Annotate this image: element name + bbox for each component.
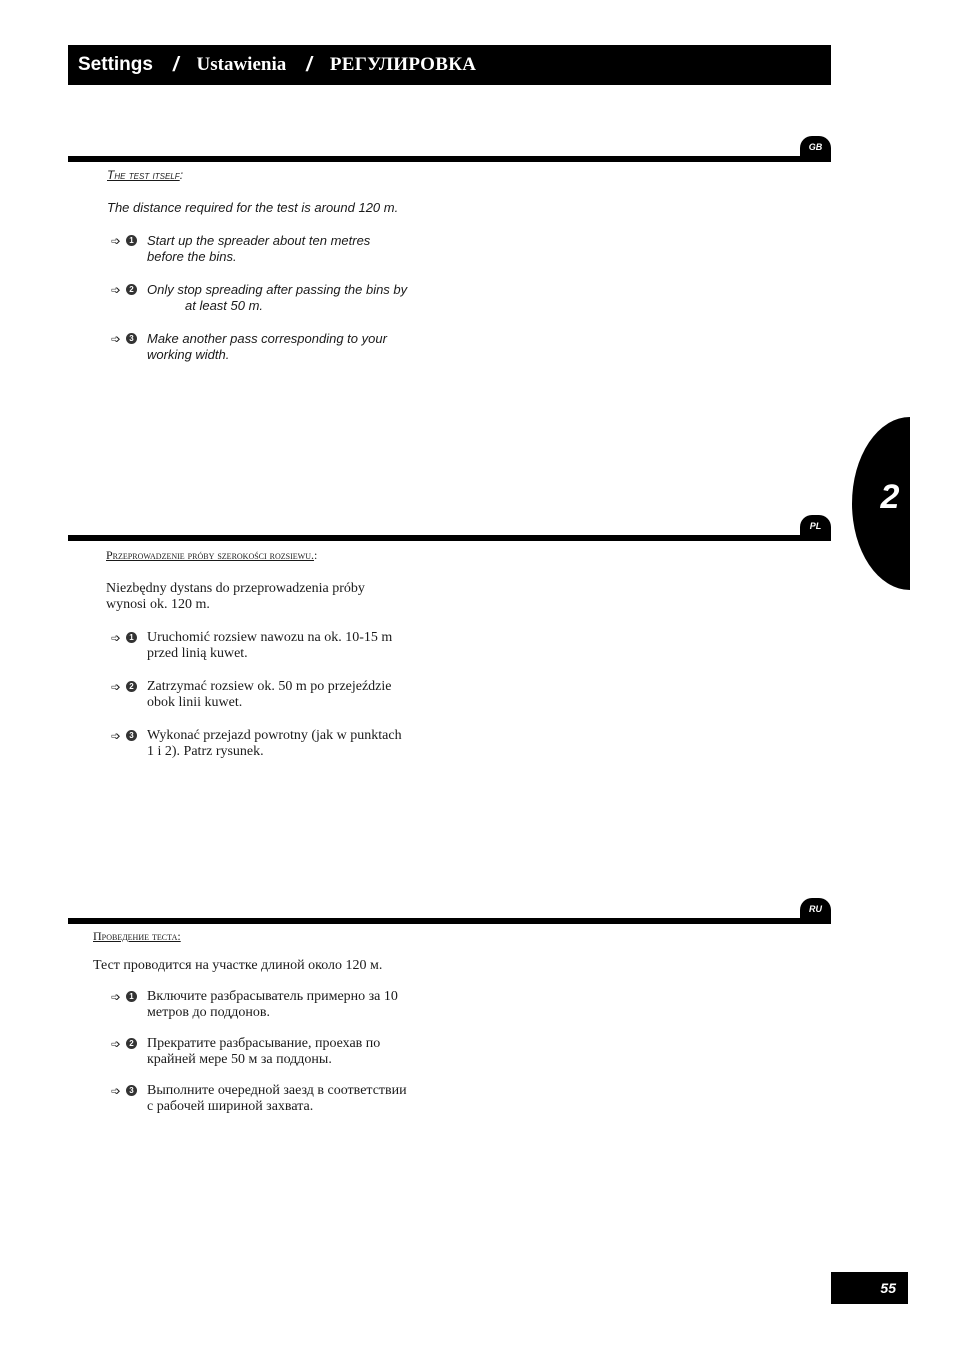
step-number-badge: 2 xyxy=(126,284,137,295)
step-text xyxy=(147,630,422,662)
language-badge-pl: PL xyxy=(800,515,831,537)
step-item xyxy=(111,1036,422,1068)
step-line: before the bins. xyxy=(147,249,237,264)
step-line: крайней мере 50 м за поддоны. xyxy=(147,1052,332,1067)
section-title-ru: Проведение теста: xyxy=(93,929,181,943)
step-line: at least 50 m. xyxy=(185,298,264,313)
chapter-number: 2 xyxy=(880,478,900,516)
section-title-suffix: : xyxy=(314,548,318,562)
language-badge-gb: GB xyxy=(800,136,831,158)
step-number-badge: 1 xyxy=(126,235,137,246)
header-separator: / xyxy=(306,53,312,76)
arrow-icon: ➩ xyxy=(111,631,122,645)
arrow-icon: ➩ xyxy=(111,1084,122,1098)
header-title-en: Settings xyxy=(78,54,153,75)
header-separator: / xyxy=(172,53,179,76)
section-intro-ru: Тест проводится на участке длиной около 120 м. xyxy=(93,958,383,973)
step-text xyxy=(147,989,422,1021)
arrow-icon: ➩ xyxy=(111,1037,122,1051)
step-number-badge: 2 xyxy=(126,681,137,692)
arrow-icon: ➩ xyxy=(111,729,122,743)
section-intro-gb: The distance required for the test is around 120 m. xyxy=(107,200,399,215)
step-item xyxy=(111,1083,422,1115)
language-badge-ru: RU xyxy=(800,898,831,920)
step-item xyxy=(111,233,422,265)
page-number: 55 xyxy=(831,1272,908,1304)
step-line: Uruchomić rozsiew nawozu na ok. 10-15 m xyxy=(147,630,393,645)
step-number-badge: 1 xyxy=(126,991,137,1002)
step-line: Only stop spreading after passing the bins by xyxy=(147,282,408,297)
section-rule xyxy=(68,156,831,162)
step-text xyxy=(147,282,422,314)
step-line: Wykonać przejazd powrotny (jak w punktach xyxy=(147,728,402,743)
arrow-icon: ➩ xyxy=(111,234,122,248)
step-text xyxy=(147,331,422,363)
step-text xyxy=(147,1036,422,1068)
step-item xyxy=(111,331,422,363)
step-item xyxy=(111,728,422,760)
step-number-badge: 1 xyxy=(126,632,137,643)
step-line: obok linii kuwet. xyxy=(147,695,243,710)
step-text xyxy=(147,1083,422,1115)
section-rule xyxy=(68,918,831,924)
page-header xyxy=(68,45,831,85)
arrow-icon: ➩ xyxy=(111,990,122,1004)
step-text xyxy=(147,233,422,265)
section-title-text: Przeprowadzenie próby szerokości rozsiewu. xyxy=(106,548,315,562)
step-line: Прекратите разбрасывание, проехав по xyxy=(147,1036,381,1051)
step-number-badge: 3 xyxy=(126,1085,137,1096)
header-title-ru: РЕГУЛИРОВКА xyxy=(329,54,477,75)
step-line: Выполните очередной заезд в соответствии xyxy=(147,1083,407,1098)
section-title-text: The test itself xyxy=(107,168,180,182)
step-item xyxy=(111,679,422,711)
step-item xyxy=(111,282,422,314)
section-title-suffix: : xyxy=(179,168,184,182)
step-line: метров до поддонов. xyxy=(147,1005,271,1020)
step-number-badge: 3 xyxy=(126,333,137,344)
step-line: Включите разбрасыватель примерно за 10 xyxy=(147,989,398,1004)
step-item xyxy=(111,630,422,662)
step-number-badge: 3 xyxy=(126,730,137,741)
header-title-pl: Ustawienia xyxy=(196,54,287,75)
section-rule xyxy=(68,535,831,541)
step-text xyxy=(147,728,422,760)
section-title-gb xyxy=(107,168,183,182)
step-line: 1 i 2). Patrz rysunek. xyxy=(147,744,264,759)
arrow-icon: ➩ xyxy=(111,332,122,346)
step-line: working width. xyxy=(147,347,230,362)
step-line: с рабочей шириной захвата. xyxy=(147,1099,314,1114)
step-text xyxy=(147,679,422,711)
step-line: Zatrzymać rozsiew ok. 50 m po przejeździe xyxy=(147,679,392,694)
intro-line: Niezbędny dystans do przeprowadzenia próby xyxy=(106,581,365,596)
intro-line: wynosi ok. 120 m. xyxy=(106,597,210,612)
arrow-icon: ➩ xyxy=(111,283,122,297)
step-line: Start up the spreader about ten metres xyxy=(147,233,371,248)
section-intro-pl xyxy=(106,581,365,613)
arrow-icon: ➩ xyxy=(111,680,122,694)
step-number-badge: 2 xyxy=(126,1038,137,1049)
section-title-pl xyxy=(106,548,317,563)
step-line: Make another pass corresponding to your xyxy=(147,331,387,346)
step-item xyxy=(111,989,422,1021)
step-line: przed linią kuwet. xyxy=(147,646,248,661)
